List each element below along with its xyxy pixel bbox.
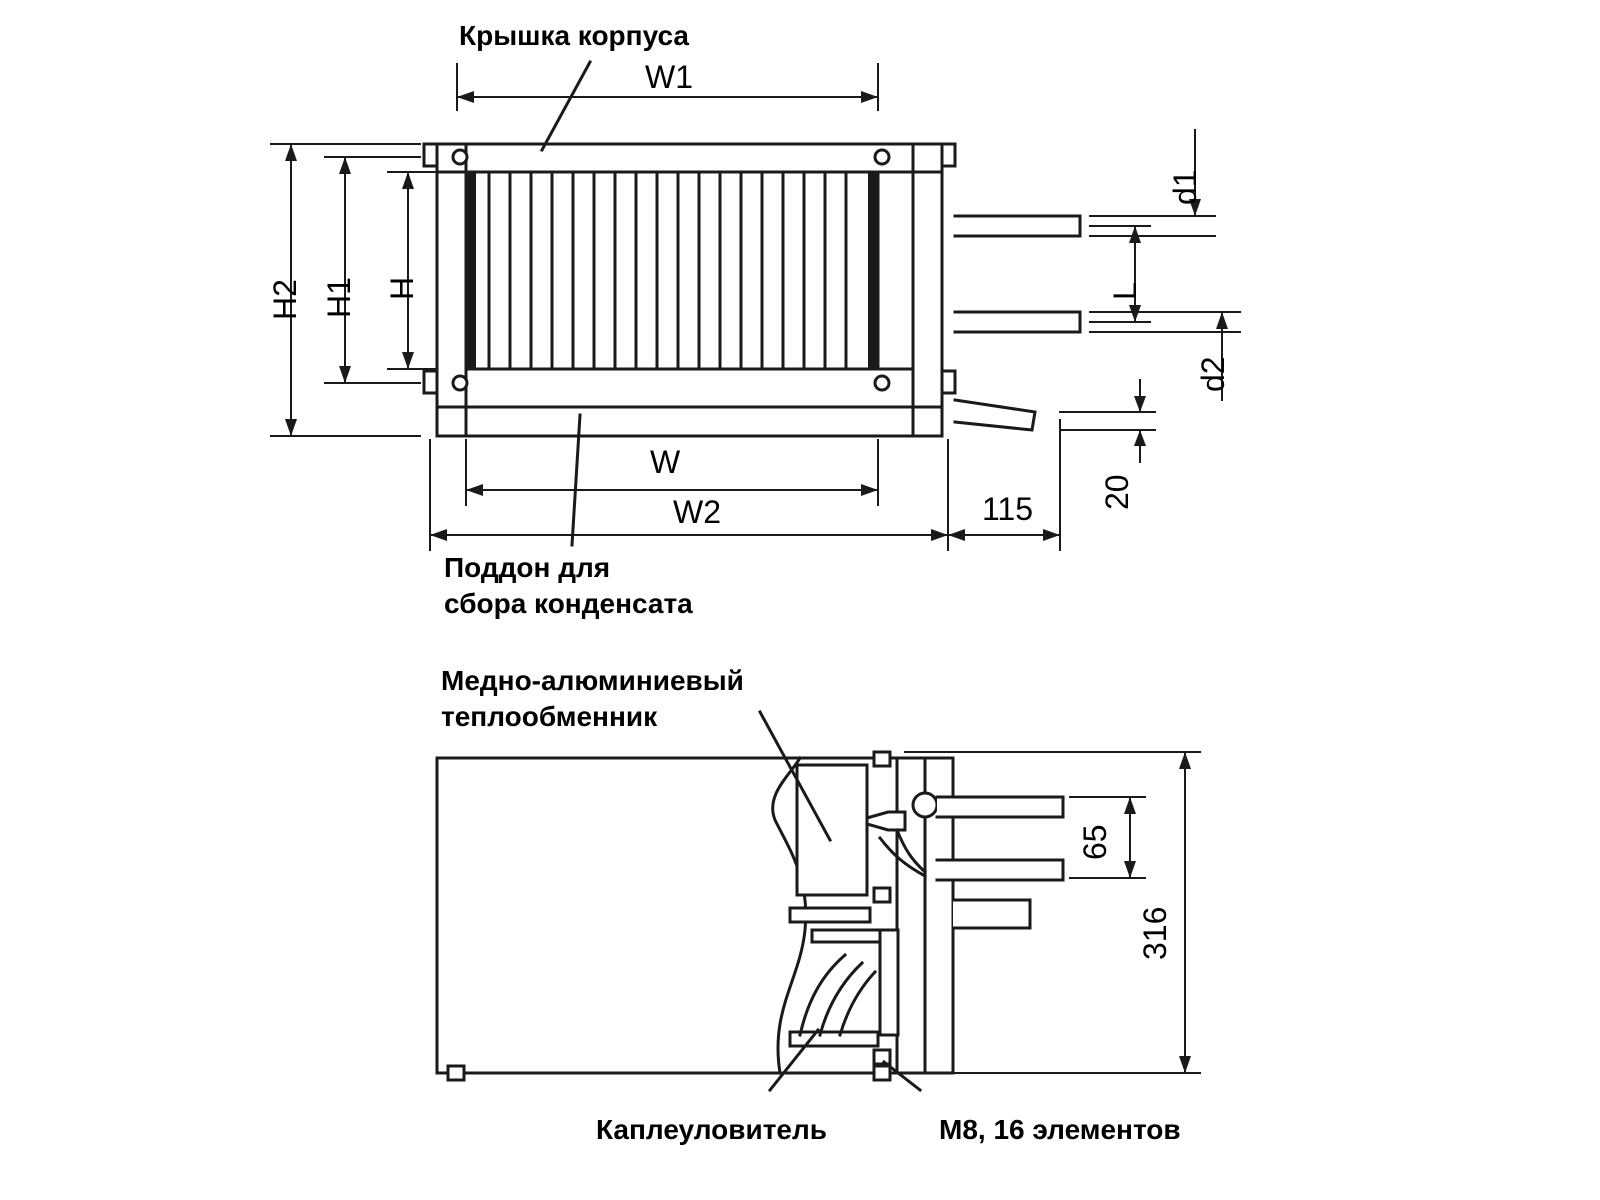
dimension-w2: W2 xyxy=(673,494,721,530)
dimension-h: H xyxy=(384,276,420,300)
callout-tray-label-line2: сбора конденсата xyxy=(444,588,693,619)
dimension-316: 316 xyxy=(1137,906,1173,960)
dimension-d2: d2 xyxy=(1195,356,1231,392)
callout-exchanger-label-line1: Медно-алюминиевый xyxy=(441,665,744,696)
callout-droplet-label: Каплеуловитель xyxy=(596,1114,827,1145)
dimension-w1: W1 xyxy=(645,59,693,95)
dimension-d1: d1 xyxy=(1167,169,1203,205)
dimension-h1: H1 xyxy=(321,277,357,318)
callout-cover-label: Крышка корпуса xyxy=(459,20,689,51)
callout-exchanger-label-line2: теплообменник xyxy=(441,701,658,732)
dimension-115: 115 xyxy=(982,491,1034,527)
dimension-w: W xyxy=(650,444,681,480)
dimension-l: L xyxy=(1107,282,1143,300)
callout-tray-label-line1: Поддон для xyxy=(444,552,611,583)
dimension-20: 20 xyxy=(1099,474,1135,510)
callout-bolts-label: M8, 16 элементов xyxy=(939,1114,1181,1145)
dimension-h2: H2 xyxy=(267,279,303,320)
dimension-65: 65 xyxy=(1077,824,1113,860)
